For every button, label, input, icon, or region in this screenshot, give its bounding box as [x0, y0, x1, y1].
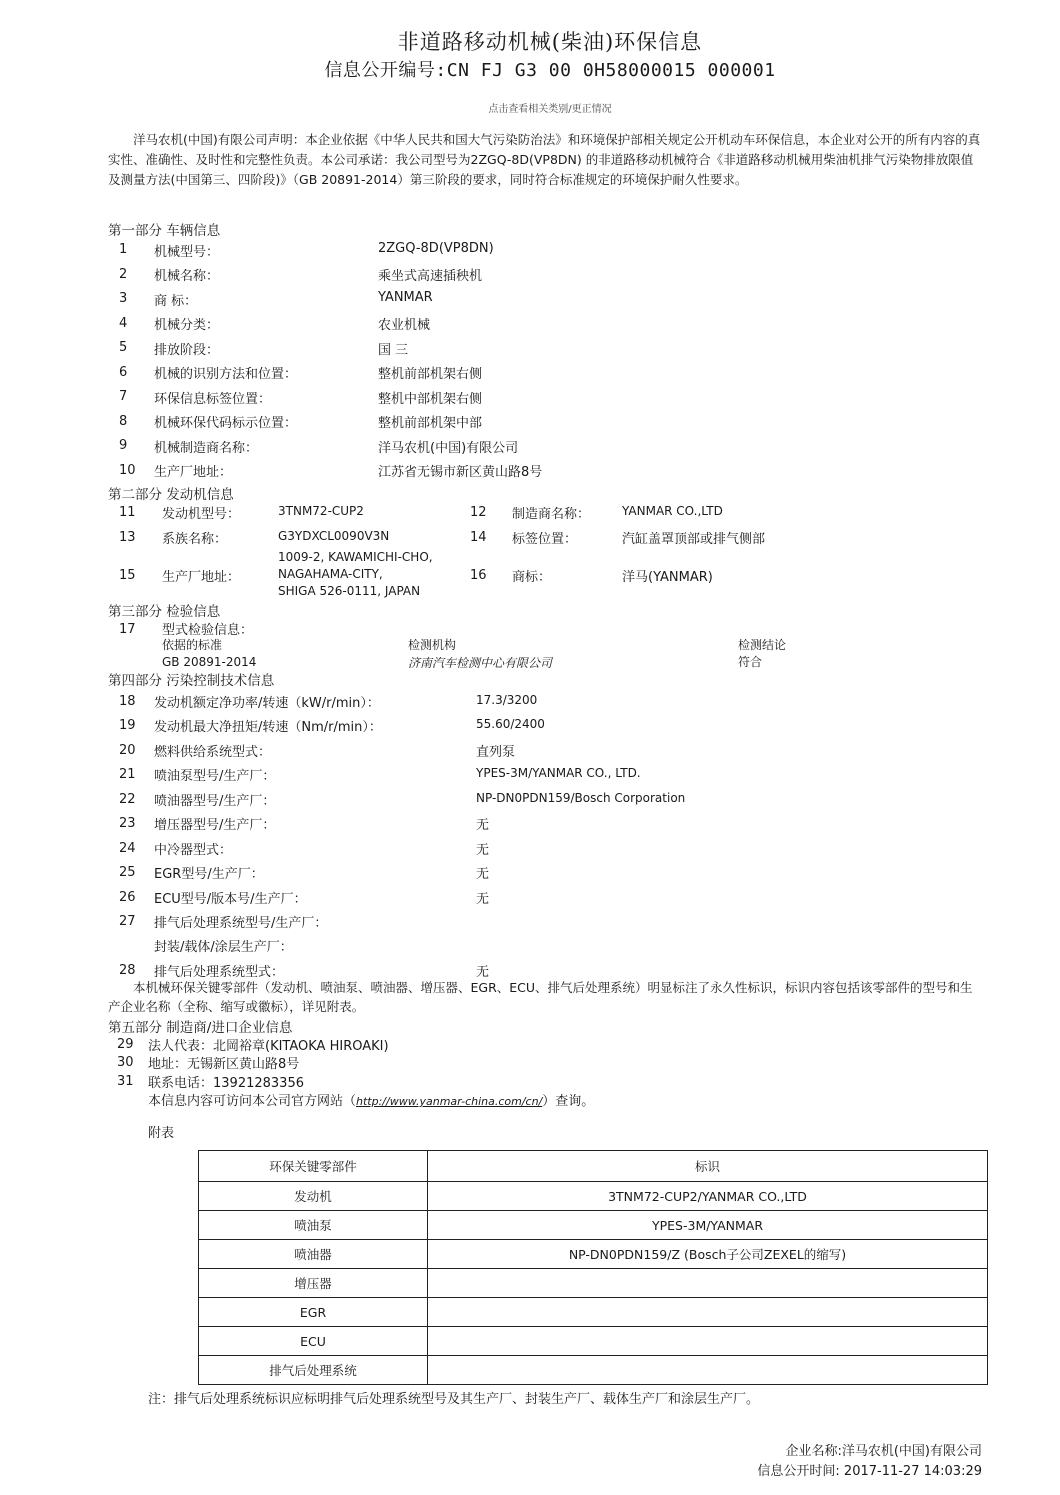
row-value: 整机中部机架右侧 [378, 392, 483, 407]
conclusion-value: 符合 [738, 655, 763, 669]
row-label: 喷油泵型号/生产厂： [154, 769, 276, 784]
row-label: 发动机额定净功率/转速（kW/r/min）： [154, 696, 380, 711]
row-value: NP-DN0PDN159/Bosch Corporation [476, 791, 686, 805]
row-number: 15 [119, 568, 136, 583]
row-number-2: 12 [470, 505, 487, 520]
row-number: 22 [119, 792, 136, 807]
attachment-note: 注：排气后处理系统标识应标明排气后处理系统型号及其生产厂、封装生产厂、载体生产厂和涂层生产厂。 [148, 1392, 760, 1407]
row-number: 28 [119, 963, 136, 978]
row-number: 6 [119, 365, 128, 380]
row-value: 3TNM72-CUP2 [278, 504, 364, 518]
table-header-mark: 标识 [428, 1151, 988, 1182]
subtitle-link[interactable]: 点击查看相关类别/更正情况 [488, 104, 612, 115]
row-label: 排气后处理系统型号/生产厂： [154, 916, 328, 931]
row-label-2: 制造商名称： [512, 507, 591, 522]
row-label: 机械制造商名称： [154, 441, 259, 456]
standard-value: GB 20891-2014 [162, 655, 257, 669]
row-value: 整机前部机架中部 [378, 416, 483, 431]
standard-header: 依据的标准 [162, 638, 223, 652]
row-value: YANMAR [378, 290, 433, 305]
part2-title: 第二部分 发动机信息 [108, 487, 234, 503]
part-cell: 发动机 [199, 1182, 428, 1211]
contact-phone: 联系电话：13921283356 [148, 1076, 304, 1091]
mark-cell: YPES-3M/YANMAR [428, 1211, 988, 1240]
row-number: 9 [119, 438, 128, 453]
row-number: 31 [117, 1074, 134, 1089]
row-value: 直列泵 [476, 745, 516, 760]
part-cell: 增压器 [199, 1269, 428, 1298]
row-label: 商 标： [154, 294, 198, 309]
row-label: 系族名称： [162, 532, 228, 547]
row-label: 机械环保代码标示位置： [154, 416, 298, 431]
address-line: SHIGA 526-0111, JAPAN [278, 584, 421, 598]
part-cell: ECU [199, 1327, 428, 1356]
row-number: 21 [119, 767, 136, 782]
website-prefix: 本信息内容可访问本公司官方网站（ [148, 1094, 357, 1109]
footer-company: 企业名称:洋马农机(中国)有限公司 [785, 1444, 982, 1459]
mark-cell: NP-DN0PDN159/Z (Bosch子公司ZEXEL的缩写) [428, 1240, 988, 1269]
row-label: 封装/载体/涂层生产厂： [154, 940, 293, 955]
part-cell: EGR [199, 1298, 428, 1327]
row-value: 无 [476, 867, 490, 882]
mark-cell [428, 1356, 988, 1385]
row-value: 国 三 [378, 343, 409, 358]
row-number: 29 [117, 1037, 134, 1052]
row-number: 1 [119, 242, 128, 257]
table-header-row [199, 1151, 988, 1182]
part3-title: 第三部分 检验信息 [108, 604, 221, 620]
row-number: 25 [119, 865, 136, 880]
row-number-2: 14 [470, 530, 487, 545]
row-number: 10 [119, 463, 136, 478]
row-number: 27 [119, 914, 136, 929]
row-number: 8 [119, 414, 128, 429]
company-address: 地址：无锡新区黄山路8号 [148, 1057, 300, 1072]
row-value: 无 [476, 818, 490, 833]
row-number: 5 [119, 340, 128, 355]
row-label-2: 标签位置： [512, 532, 578, 547]
row-value: 无 [476, 965, 490, 980]
row-label: ECU型号/版本号/生产厂： [154, 892, 307, 907]
row-label: 发动机型号： [162, 507, 241, 522]
row-value: 江苏省无锡市新区黄山路8号 [378, 465, 543, 480]
website-link[interactable]: http://www.yanmar-china.com/cn/ [356, 1095, 543, 1108]
row-value: 洋马农机(中国)有限公司 [378, 441, 519, 456]
row-value: 55.60/2400 [476, 717, 545, 731]
part-cell: 喷油泵 [199, 1211, 428, 1240]
row-value: G3YDXCL0090V3N [278, 529, 390, 543]
statement-paragraph: 洋马农机(中国)有限公司声明：本企业依据《中华人民共和国大气污染防治法》和环境保护部相关规定公开机动车环保信息，本企业对公开的所有内容的真实性、准确性、及时性和完整性负责。本公司承诺：我公司型号为2ZGQ-8D(VP8DN) 的非道路移动机械符合《非道路移动机械用柴油机排气污染物排放限值及测量方法(中国第三、四阶段)》（GB 20891-2014）第三阶段的要求，同时符合标准规定的环境保护耐久性要求。 [108, 132, 981, 187]
part5-title: 第五部分 制造商/进口企业信息 [108, 1020, 293, 1036]
part-cell: 排气后处理系统 [199, 1356, 428, 1385]
footer-time: 信息公开时间: 2017-11-27 14:03:29 [757, 1464, 982, 1479]
row-label: 型式检验信息： [162, 623, 254, 638]
agency-value: 济南汽车检测中心有限公司 [408, 656, 553, 670]
row-label: 机械的识别方法和位置： [154, 367, 298, 382]
row-number: 17 [119, 622, 136, 637]
row-label: 排气后处理系统型式： [154, 965, 285, 980]
row-number: 4 [119, 316, 128, 331]
row-number: 23 [119, 816, 136, 831]
row-number: 11 [119, 505, 136, 520]
row-number: 18 [119, 694, 136, 709]
mark-cell [428, 1298, 988, 1327]
row-number-2: 16 [470, 568, 487, 583]
row-label: 增压器型号/生产厂： [154, 818, 276, 833]
website-suffix: ）查询。 [542, 1094, 595, 1109]
row-number: 3 [119, 291, 128, 306]
row-label: 中冷器型式： [154, 843, 233, 858]
row-value-2: 汽缸盖罩顶部或排气侧部 [622, 532, 766, 547]
row-number: 30 [117, 1055, 134, 1070]
row-label: 环保信息标签位置： [154, 392, 272, 407]
row-value-2: YANMAR CO.,LTD [622, 504, 723, 518]
address-line: NAGAHAMA-CITY, [278, 567, 383, 581]
row-label: 生产厂地址： [154, 465, 233, 480]
row-value: YPES-3M/YANMAR CO., LTD. [476, 766, 641, 780]
row-value: 无 [476, 843, 490, 858]
table-row [199, 1211, 988, 1240]
legal-representative: 法人代表：北岡裕章(KITAOKA HIROAKI) [148, 1039, 389, 1054]
row-label: 机械型号： [154, 245, 220, 260]
row-number: 24 [119, 841, 136, 856]
address-line: 1009-2, KAWAMICHI-CHO, [278, 550, 433, 564]
row-label: 喷油器型号/生产厂： [154, 794, 276, 809]
attachment-label: 附表 [148, 1126, 175, 1141]
row-number: 7 [119, 389, 128, 404]
row-label: 机械名称： [154, 269, 220, 284]
table-header-part: 环保关键零部件 [199, 1151, 428, 1182]
row-value: 2ZGQ-8D(VP8DN) [378, 241, 494, 256]
table-row [199, 1327, 988, 1356]
keyparts-note: 本机械环保关键零部件（发动机、喷油泵、喷油器、增压器、EGR、ECU、排气后处理系统）明显标注了永久性标识，标识内容包括该零部件的型号和生产企业名称（全称、缩写或徽标），详见附表。 [108, 980, 973, 1014]
table-row [199, 1356, 988, 1385]
part1-title: 第一部分 车辆信息 [108, 223, 221, 239]
agency-header: 检测机构 [408, 638, 457, 652]
row-label: 排放阶段： [154, 343, 220, 358]
row-value-2: 洋马(YANMAR) [622, 570, 713, 585]
row-number: 19 [119, 718, 136, 733]
document-title: 非道路移动机械(柴油)环保信息 [397, 30, 703, 54]
table-row [199, 1298, 988, 1327]
mark-cell [428, 1327, 988, 1356]
website-line [148, 1090, 594, 1109]
mark-cell [428, 1269, 988, 1298]
row-label-2: 商标： [512, 570, 552, 585]
row-value: 农业机械 [378, 318, 431, 333]
mark-cell: 3TNM72-CUP2/YANMAR CO.,LTD [428, 1182, 988, 1211]
row-value: 整机前部机架右侧 [378, 367, 483, 382]
row-label: 机械分类： [154, 318, 220, 333]
part4-title: 第四部分 污染控制技术信息 [108, 673, 275, 689]
part-cell: 喷油器 [199, 1240, 428, 1269]
table-row [199, 1182, 988, 1211]
row-label: 发动机最大净扭矩/转速（Nm/r/min）： [154, 720, 382, 735]
row-number: 2 [119, 267, 128, 282]
conclusion-header: 检测结论 [738, 638, 787, 652]
row-label: EGR型号/生产厂： [154, 867, 264, 882]
row-value: 乘坐式高速插秧机 [378, 269, 483, 284]
table-row [199, 1269, 988, 1298]
row-number: 20 [119, 743, 136, 758]
row-number: 26 [119, 890, 136, 905]
keyparts-table [198, 1150, 988, 1385]
row-label: 燃料供给系统型式： [154, 745, 272, 760]
info-number: 信息公开编号:CN FJ G3 00 0H58000015 000001 [324, 60, 776, 81]
row-number: 13 [119, 530, 136, 545]
row-value: 17.3/3200 [476, 693, 538, 707]
row-value: 无 [476, 892, 490, 907]
table-row [199, 1240, 988, 1269]
row-label: 生产厂地址： [162, 570, 241, 585]
